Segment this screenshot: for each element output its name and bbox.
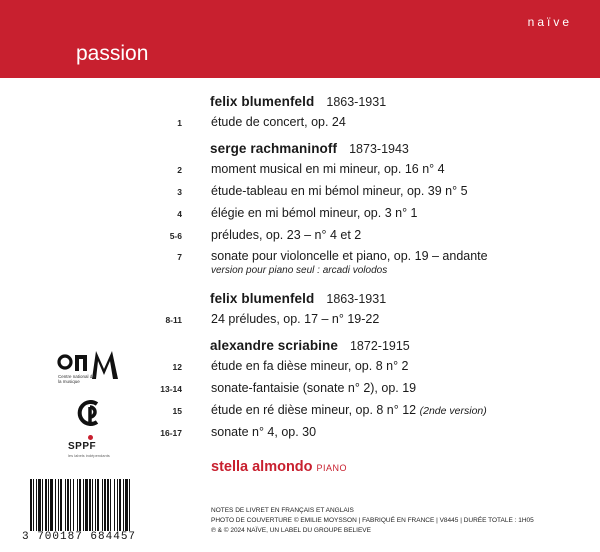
track-row (0, 115, 600, 131)
track-title: étude en fa dièse mineur, op. 8 n° 2 (211, 359, 409, 373)
barcode-bar (95, 479, 96, 531)
barcode-bar (129, 479, 130, 531)
track-title: sonate-fantaisie (sonate n° 2), op. 19 (211, 381, 417, 395)
sppf-logo (68, 441, 116, 458)
sppf-logo-text: SPPF (68, 441, 97, 452)
barcode-bar (70, 479, 71, 531)
track-title (211, 403, 487, 417)
performer-name: stella almondo (211, 459, 313, 475)
composer-heading (210, 141, 409, 156)
track-row (0, 312, 600, 328)
composer-dates: 1863-1931 (326, 292, 387, 306)
sppf-logo-subtext: les labels indépendants (68, 453, 110, 458)
composer-name: felix blumenfeld (210, 94, 315, 109)
track-title: sonate pour violoncelle et piano, op. 19 – andante (211, 249, 488, 263)
track-number: 3 (177, 187, 182, 197)
barcode-bar (110, 479, 111, 531)
cnm-caption: Centre national de la musique (58, 374, 95, 384)
barcode-bar (97, 479, 99, 531)
track-number: 7 (177, 252, 182, 262)
barcode-bar (85, 479, 88, 531)
header-banner (0, 0, 600, 78)
barcode-bar (65, 479, 66, 531)
barcode-bar (92, 479, 93, 531)
barcode-bar (125, 479, 128, 531)
track-row (0, 206, 600, 222)
track-row (0, 249, 600, 265)
barcode-digits: 3 700187 684457 (22, 531, 137, 543)
barcode-bar (104, 479, 106, 531)
track-title-text: étude en ré dièse mineur, op. 8 n° 12 (211, 403, 417, 417)
composer-heading (210, 291, 386, 306)
barcode-bar (83, 479, 84, 531)
barcode-bar (123, 479, 124, 531)
track-number: 16-17 (160, 428, 182, 438)
track-row (0, 162, 600, 178)
track-version-note: (2nde version) (419, 405, 487, 417)
composer-name: felix blumenfeld (210, 291, 315, 306)
performer-credit (211, 458, 347, 476)
barcode-bar (117, 479, 118, 531)
barcode-bar (36, 479, 37, 531)
track-number: 2 (177, 165, 182, 175)
credits-line: NOTES DE LIVRET EN FRANÇAIS ET ANGLAIS (211, 507, 354, 514)
track-title: moment musical en mi mineur, op. 16 n° 4 (211, 162, 445, 176)
barcode-bar (79, 479, 81, 531)
barcode-bar (119, 479, 121, 531)
track-row (0, 184, 600, 200)
credits-line: ℗ & © 2024 NAÏVE, UN LABEL DU GROUPE BELIEVE (211, 527, 371, 534)
track-number: 8-11 (165, 315, 182, 325)
track-title: préludes, op. 23 – n° 4 et 2 (211, 228, 362, 242)
barcode-bar (38, 479, 41, 531)
barcode-bar (30, 479, 32, 531)
track-row (0, 228, 600, 244)
cg-logo-icon (73, 396, 107, 430)
barcode-bar (73, 479, 74, 531)
track-number: 12 (172, 362, 182, 372)
barcode-bar (89, 479, 91, 531)
composer-dates: 1872-1915 (349, 339, 410, 353)
track-title: 24 préludes, op. 17 – n° 19-22 (211, 312, 380, 326)
label-logo: naïve (527, 15, 572, 29)
barcode-bar (48, 479, 49, 531)
barcode-bar (33, 479, 34, 531)
barcode-bar (67, 479, 69, 531)
barcode-bar (45, 479, 47, 531)
composer-heading (210, 94, 386, 109)
composer-heading (210, 338, 410, 353)
track-number: 15 (172, 406, 182, 416)
track-subnote: version pour piano seul : arcadi volodos (211, 265, 388, 276)
album-title: passion (76, 42, 149, 65)
performer-instrument: PIANO (316, 463, 348, 473)
composer-dates: 1863-1931 (326, 95, 387, 109)
barcode-bar (107, 479, 109, 531)
track-title: étude-tableau en mi bémol mineur, op. 39 n° 5 (211, 184, 468, 198)
barcode-bar (60, 479, 62, 531)
track-title: élégie en mi bémol mineur, op. 3 n° 1 (211, 206, 418, 220)
barcode-bar (50, 479, 53, 531)
barcode-bar (42, 479, 43, 531)
barcode-bar (58, 479, 59, 531)
track-number: 5-6 (169, 231, 182, 241)
credits-line: PHOTO DE COUVERTURE © EMILIE MOYSSON | FABRIQUÉ EN FRANCE | V8445 | DURÉE TOTALE : 1H05 (211, 517, 534, 524)
credits-block (211, 506, 534, 536)
composer-name: serge rachmaninoff (210, 141, 338, 156)
barcode-bar (77, 479, 78, 531)
barcode-icon (30, 479, 176, 531)
track-number: 1 (177, 118, 182, 128)
barcode-bar (55, 479, 56, 531)
barcode-bar (102, 479, 103, 531)
composer-dates: 1873-1943 (349, 142, 409, 156)
composer-name: alexandre scriabine (210, 338, 338, 353)
track-number: 13-14 (160, 384, 182, 394)
track-number: 4 (177, 209, 182, 219)
track-title: sonate n° 4, op. 30 (211, 425, 317, 439)
sppf-dot-icon (88, 435, 93, 440)
track-title: étude de concert, op. 24 (211, 115, 346, 129)
barcode-bar (114, 479, 115, 531)
